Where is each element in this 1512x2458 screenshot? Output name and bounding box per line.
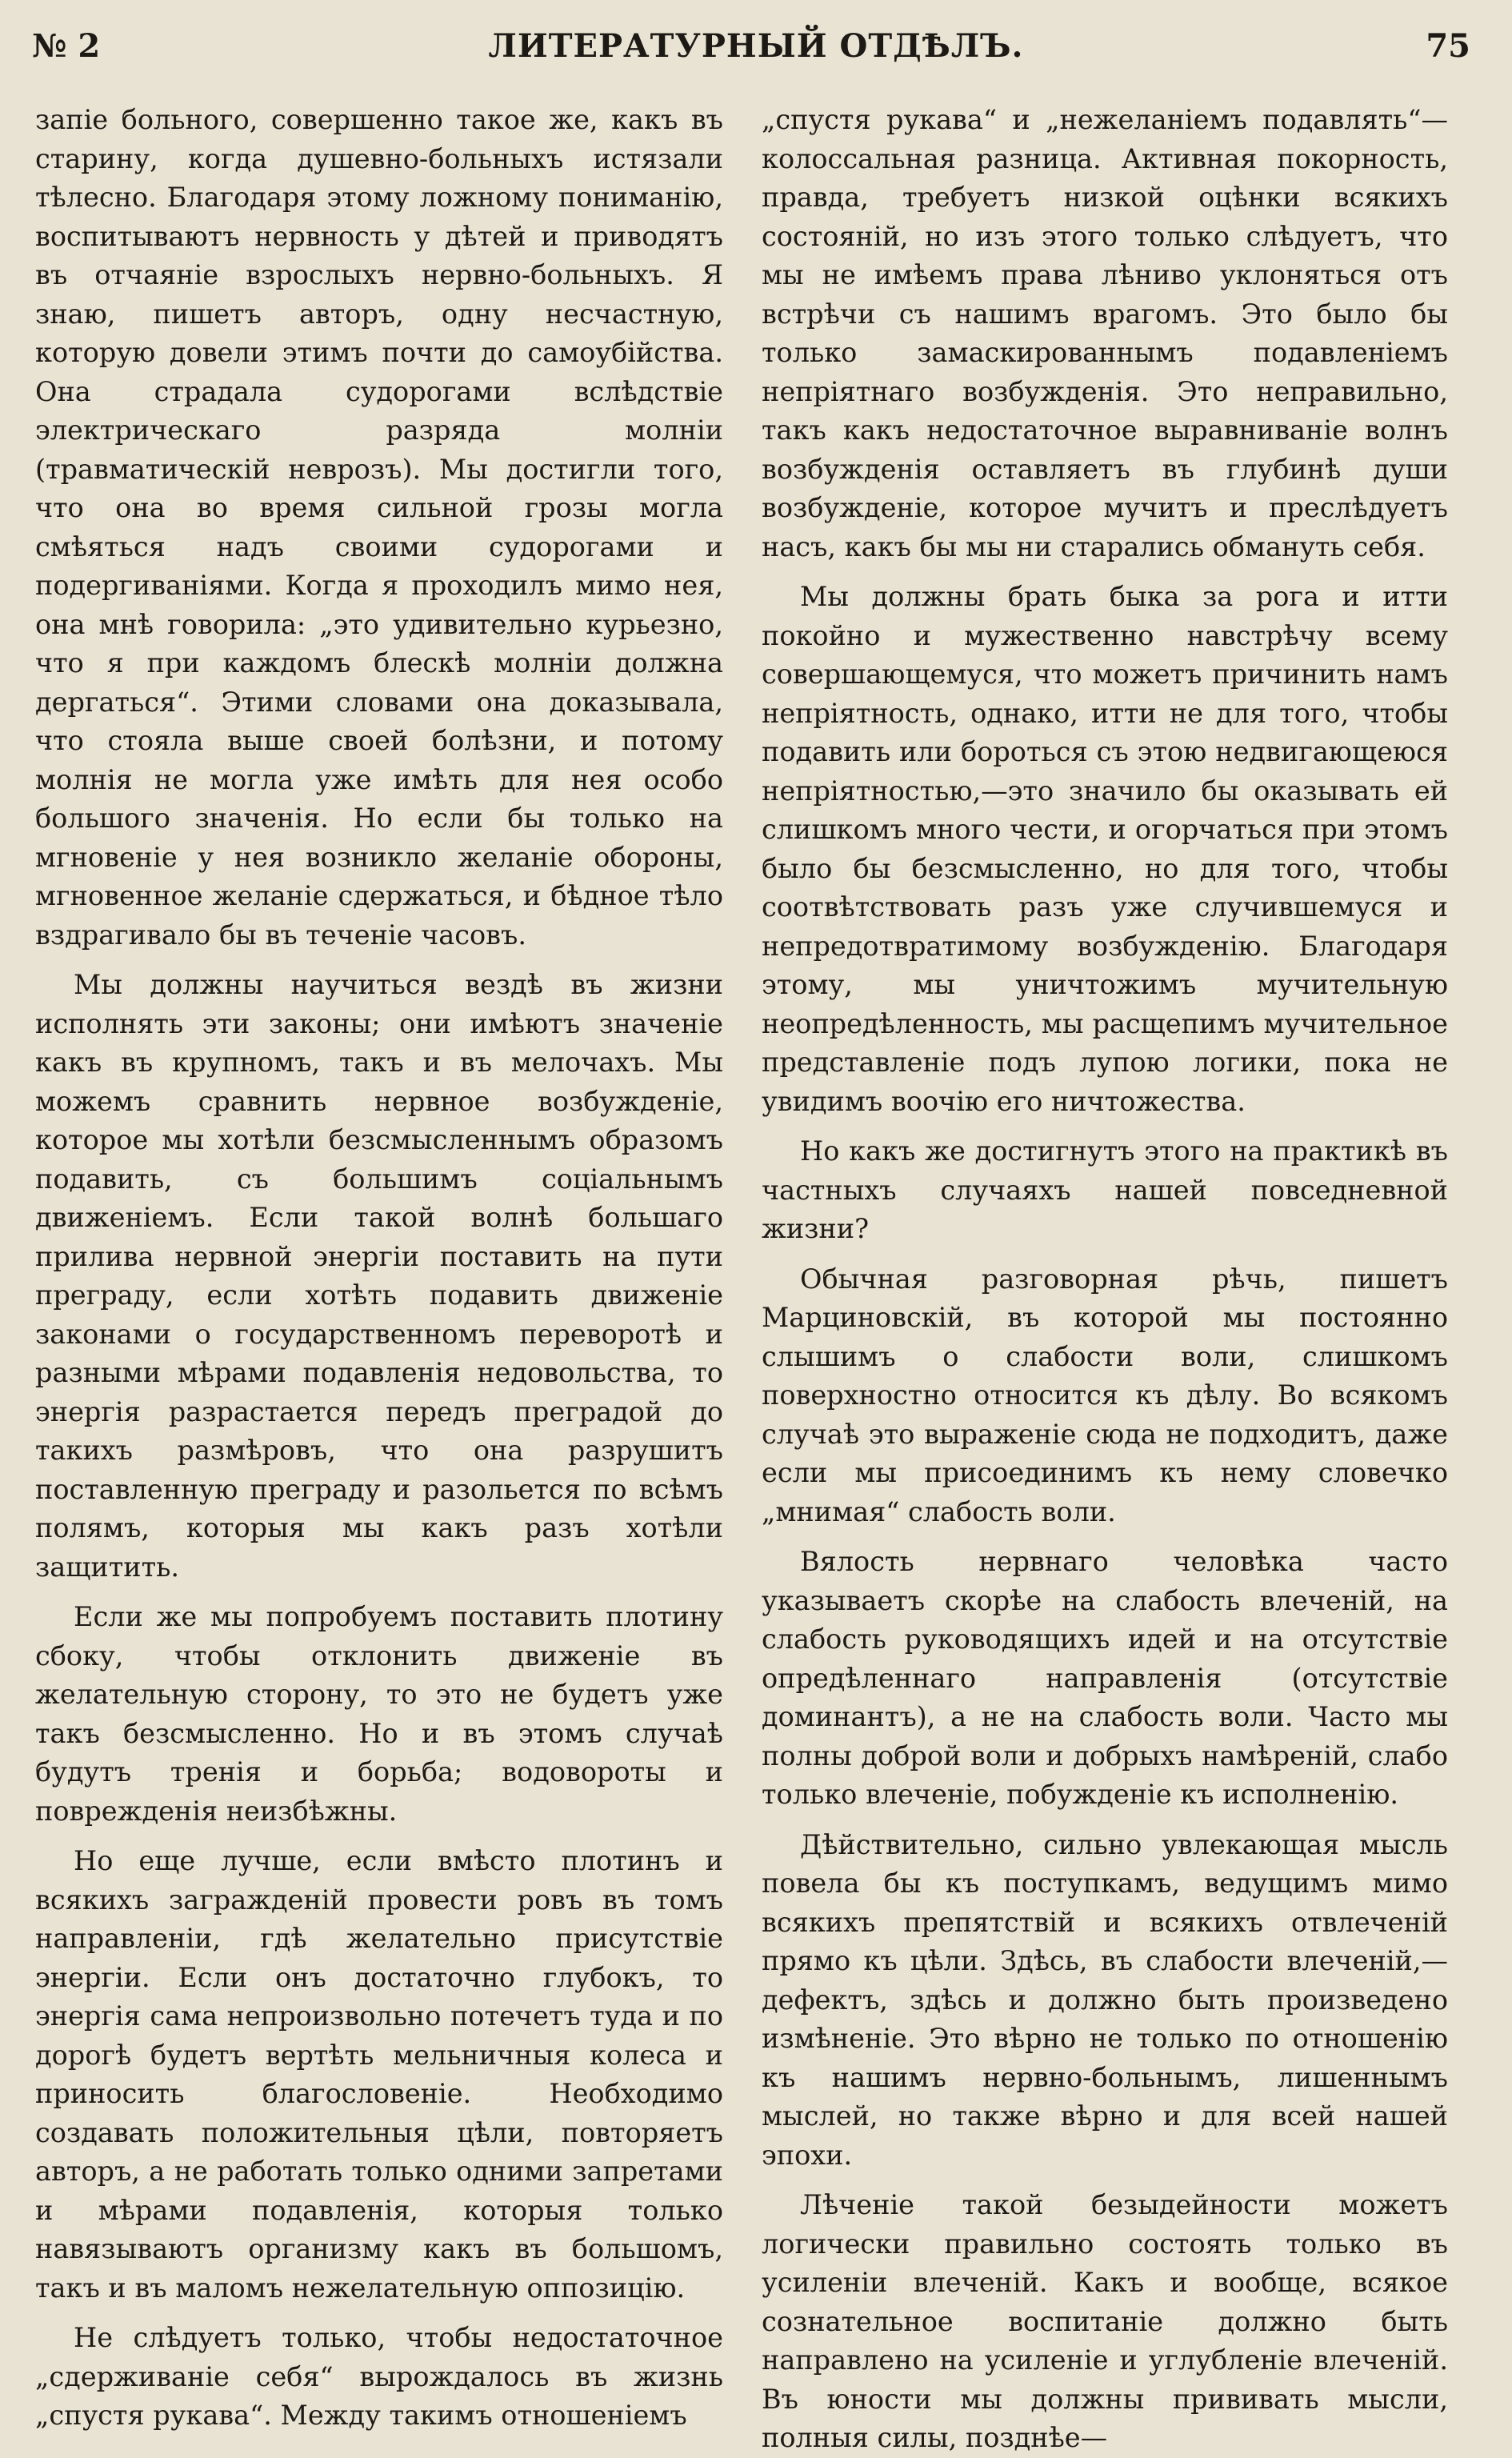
paragraph: Но еще лучше, если вмѣсто плотинъ и всякихъ загражденій провести ровъ въ томъ направленіи, гдѣ желательно присутствіе энергіи. Если онъ достаточно глубокъ, то энергія сама непроизвольно потечетъ туда и по дорогѣ будетъ вертѣть мельничныя колеса и приносить благословеніе. Необходимо создавать положительныя цѣли, повторяетъ авторъ, а не работать только одними запретами и мѣрами подавленія, которыя только навязываютъ организму какъ въ большомъ, такъ и въ маломъ нежелательную оппозицію.: [35, 1845, 723, 2304]
paragraph: Вялость нервнаго человѣка часто указываетъ скорѣе на слабость влеченій, на слабость руководящихъ идей и на отсутствіе опредѣленнаго направленія (отсутствіе доминантъ), а не на слабость воли. Часто мы полны доброй воли и добрыхъ намѣреній, слабо только влеченіе, побужденіе къ исполненію.: [762, 1546, 1448, 1810]
paragraph: Дѣйствительно, сильно увлекающая мысль повела бы къ поступкамъ, ведущимъ мимо всякихъ препятствій и всякихъ отвлеченій прямо къ цѣли. Здѣсь, въ слабости влеченій,—дефектъ, здѣсь и должно быть произведено измѣненіе. Это вѣрно не только по отношенію къ нашимъ нервно-больнымъ, лишеннымъ мыслей, но также вѣрно и для всей нашей эпохи.: [762, 1828, 1448, 2171]
issue-number: № 2: [32, 27, 101, 65]
paragraph: Мы должны научиться вездѣ въ жизни исполнять эти законы; они имѣютъ значеніе какъ въ крупномъ, такъ и въ мелочахъ. Мы можемъ сравнить нервное возбужденіе, которое мы хотѣли безсмысленнымъ образомъ подавить, съ большимъ соціальнымъ движеніемъ. Если такой волнѣ большаго прилива нервной энергіи поставить на пути преграду, если хотѣть подавить движеніе законами о государственномъ переворотѣ и разными мѣрами подавленія недовольства, то энергія разрастается передъ преградой до такихъ размѣровъ, что она разрушитъ поставленную преграду и разольется по всѣмъ полямъ, которыя мы какъ разъ хотѣли защитить.: [35, 969, 723, 1583]
paragraph: Не слѣдуетъ только, чтобы недостаточное „сдерживаніе себя“ вырождалось въ жизнь „спустя рукава“. Между такимъ отношеніемъ: [35, 2322, 723, 2431]
paragraph: „спустя рукава“ и „нежеланіемъ подавлять“— колоссальная разница. Активная покорность, правда, требуетъ низкой оцѣнки всякихъ состояній, но изъ этого только слѣдуетъ, что мы не имѣемъ права лѣниво уклоняться отъ встрѣчи съ нашимъ врагомъ. Это было бы только замаскированнымъ подавленіемъ непріятнаго возбужденія. Это неправильно, такъ какъ недостаточное выравниваніе волнъ возбужденія оставляетъ въ глубинѣ души возбужденіе, которое мучитъ и преслѣдуетъ насъ, какъ бы мы ни старались обмануть себя.: [762, 104, 1448, 562]
page-header: [0, 27, 1512, 75]
paragraph: Мы должны брать быка за рога и итти покойно и мужественно навстрѣчу всему совершающемуся, что можетъ причинить намъ непріятность, однако, итти не для того, чтобы подавить или бороться съ этою недвигающеюся непріятностью,—это значило бы оказывать ей слишкомъ много чести, и огорчаться при этомъ было бы безсмысленно, но для того, чтобы соотвѣтствовать разъ уже случившемуся и непредотвратимому возбужденію. Благодаря этому, мы уничтожимъ мучительную неопредѣленность, мы расщепимъ мучительное представленіе подъ лупою логики, пока не увидимъ воочію его ничтожества.: [762, 581, 1448, 1117]
section-title: ЛИТЕРАТУРНЫЙ ОТДѢЛЪ.: [488, 27, 1024, 65]
paragraph: Обычная разговорная рѣчь, пишетъ Марциновскій, въ которой мы постоянно слышимъ о слабости воли, слишкомъ поверхностно относится къ дѣлу. Во всякомъ случаѣ это выраженіе сюда не подходитъ, даже если мы присоединимъ къ нему словечко „мнимая“ слабость воли.: [762, 1263, 1448, 1527]
paragraph: Если же мы попробуемъ поставить плотину сбоку, чтобы отклонить движеніе въ желательную сторону, то это не будетъ уже такъ безсмысленно. Но и въ этомъ случаѣ будутъ тренія и борьба; водовороты и поврежденія неизбѣжны.: [35, 1601, 723, 1827]
paragraph: запіе больного, совершенно такое же, какъ въ старину, когда душевно-больныхъ истязали тѣлесно. Благодаря этому ложному пониманію, воспитываютъ нервность у дѣтей и приводятъ въ отчаяніе взрослыхъ нервно-больныхъ. Я знаю, пишетъ авторъ, одну несчастную, которую довели этимъ почти до самоубійства. Она страдала судорогами вслѣдствіе электрическаго разряда молніи (травматическій неврозъ). Мы достигли того, что она во время сильной грозы могла смѣяться надъ своими судорогами и подергиваніями. Когда я проходилъ мимо нея, она мнѣ говорила: „это удивительно курьезно, что я при каждомъ блескѣ молніи должна дергаться“. Этими словами она доказывала, что стояла выше своей болѣзни, и потому молнія не могла уже имѣть для нея особо большого значенія. Но если бы только на мгновеніе у нея возникло желаніе обороны, мгновенное желаніе сдержаться, и бѣдное тѣло вздрагивало бы въ теченіе часовъ.: [35, 104, 723, 951]
right-column: [762, 101, 1448, 2453]
page-number: 75: [1426, 27, 1470, 65]
left-column: [35, 101, 723, 2431]
paragraph: Лѣченіе такой безыдейности можетъ логически правильно состоять только въ усиленіи влеченій. Какъ и вообще, всякое сознательное воспитаніе должно быть направлено на усиленіе и углубленіе влеченій. Въ юности мы должны прививать мысли, полныя силы, позднѣе—: [762, 2189, 1448, 2453]
paragraph: Но какъ же достигнутъ этого на практикѣ въ частныхъ случаяхъ нашей повседневной жизни?: [762, 1135, 1448, 1244]
